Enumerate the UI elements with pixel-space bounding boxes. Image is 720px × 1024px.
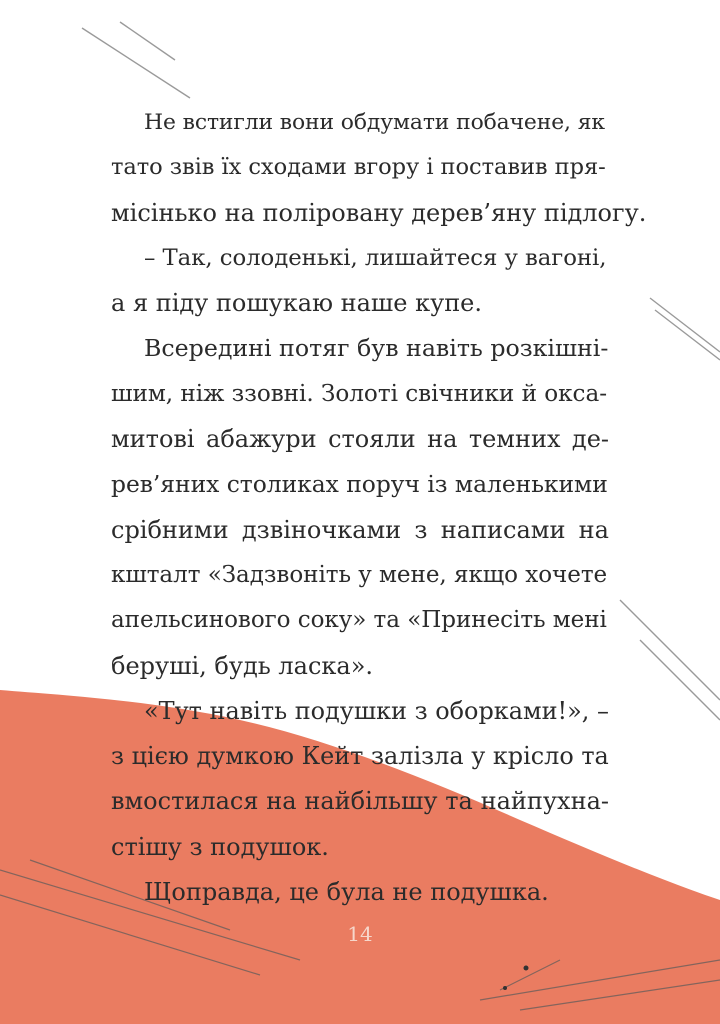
ink-dot	[524, 966, 529, 971]
text-line: рев’яних столиках поруч із маленькими	[111, 470, 608, 499]
text-line: срібними дзвіночками з написами на	[111, 515, 609, 544]
text-line: – Так, солоденькі, лишайтеся у вагоні,	[144, 244, 607, 271]
text-line: а я піду пошукаю наше купе.	[111, 289, 483, 318]
page-number: 14	[347, 922, 373, 946]
text-line: місінько на поліровану дерев’яну підлогу.	[111, 198, 647, 227]
text-line: Всередині потяг був навіть розкішні-	[144, 334, 609, 363]
text-line: митові абажури стояли на темних де-	[111, 425, 610, 454]
text-line: тато звів їх сходами вгору і поставив пря-	[111, 154, 606, 181]
text-line: кшталт «Задзвоніть у мене, якщо хочете	[111, 561, 608, 588]
text-line: апельсинового соку» та «Принесіть мені	[111, 607, 607, 634]
text-line: вмостилася на найбільшу та найпухна-	[111, 787, 609, 816]
paragraph	[111, 689, 609, 870]
paragraph	[111, 236, 609, 327]
text-line: з цією думкою Кейт залізла у крісло та	[111, 742, 609, 771]
text-line: «Тут навіть подушки з оборками!», –	[144, 696, 609, 725]
paragraph	[111, 870, 609, 915]
paragraph	[111, 100, 647, 236]
text-line: Щоправда, це була не подушка.	[144, 878, 549, 907]
ink-dot	[503, 986, 507, 990]
text-line: беруші, будь ласка».	[111, 651, 374, 680]
text-line: шим, ніж ззовні. Золоті свічники й окса-	[111, 380, 607, 407]
text-line: Не встигли вони обдумати побачене, як	[144, 110, 605, 135]
body-text	[111, 100, 647, 915]
paragraph	[111, 326, 609, 688]
text-line: стішу з подушок.	[111, 832, 329, 861]
